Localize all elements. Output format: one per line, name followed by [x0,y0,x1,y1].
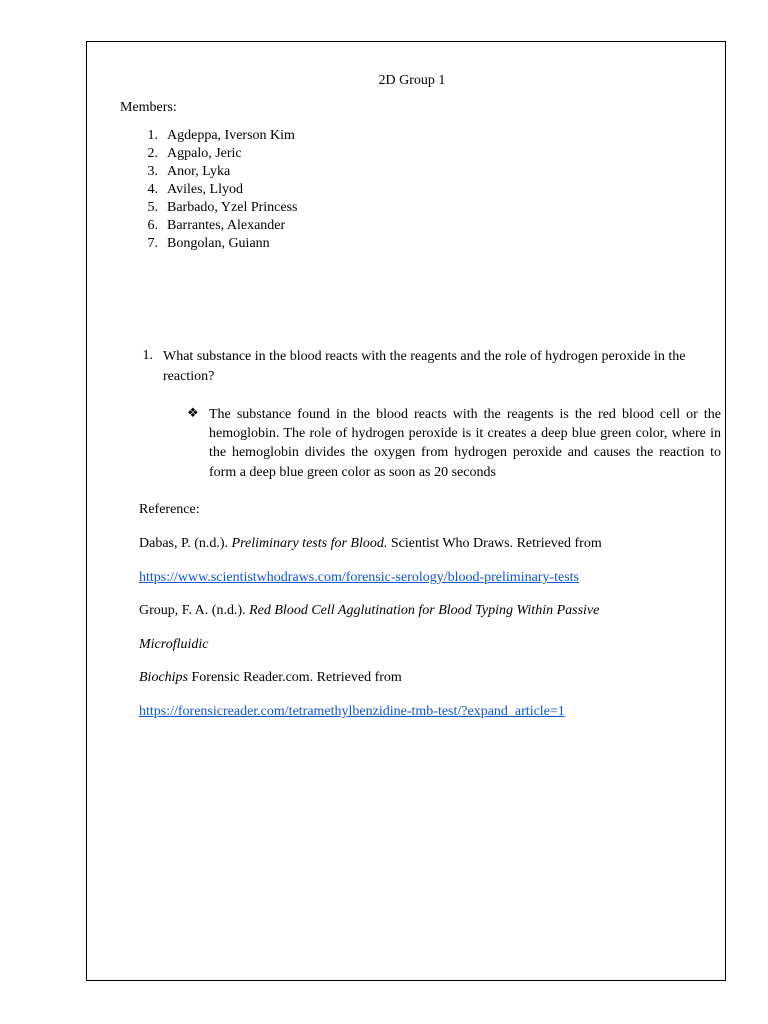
members-label: Members: [120,100,177,115]
member-name: Aviles, Llyod [167,182,243,197]
reference-title-end: Biochips [139,670,188,685]
member-name: Agdeppa, Iverson Kim [167,128,295,143]
list-item-number: 7. [147,236,158,251]
question-number: 1. [142,348,153,363]
answer-text: The substance found in the blood reacts with the reagents is the red blood cell or the hemoglobin. The role of hydrogen peroxide is it creates a deep blue green color, where in the hemoglobin divides the oxygen from hydrogen peroxide and causes the reaction to form a deep blue green color as soon as 20 seconds [209,407,721,480]
list-item-number: 6. [147,218,158,233]
member-name: Barbado, Yzel Princess [167,200,298,215]
reference-author: Dabas, P. (n.d.). [139,536,232,551]
reference-source: Forensic Reader.com. Retrieved from [188,670,402,685]
member-name: Barrantes, Alexander [167,218,286,233]
member-name: Bongolan, Guiann [167,236,270,251]
list-item-number: 5. [147,200,158,215]
reference-label: Reference: [139,502,200,517]
reference-title: Preliminary tests for Blood. [231,536,388,551]
reference-entry-2-continued [139,636,208,654]
reference-url-link[interactable]: https://www.scientistwhodraws.com/forensic-serology/blood-preliminary-tests [139,570,580,585]
document-title: 2D Group 1 [378,73,446,88]
list-item-number: 2. [147,146,158,161]
reference-link-2 [139,703,565,721]
list-item-number: 4. [147,182,158,197]
reference-link-1 [139,569,579,587]
reference-title-continued: Microfluidic [139,637,209,652]
reference-entry-2 [139,602,599,620]
reference-entry-2-source [139,669,402,687]
document-page [86,41,726,981]
list-item-number: 3. [147,164,158,179]
member-name: Anor, Lyka [167,164,231,179]
reference-source: Scientist Who Draws. Retrieved from [387,536,602,551]
diamond-bullet-icon: ❖ [187,406,199,421]
reference-title: Red Blood Cell Agglutination for Blood Typing Within Passive [249,603,600,618]
reference-author: Group, F. A. (n.d.). [139,603,250,618]
list-item-number: 1. [147,128,158,143]
reference-entry-1 [139,535,602,553]
reference-url-link[interactable]: https://forensicreader.com/tetramethylbenzidine-tmb-test/?expand_article=1 [139,704,565,719]
question-text: What substance in the blood reacts with the reagents and the role of hydrogen peroxide in the reaction? [163,349,686,384]
member-name: Agpalo, Jeric [167,146,242,161]
